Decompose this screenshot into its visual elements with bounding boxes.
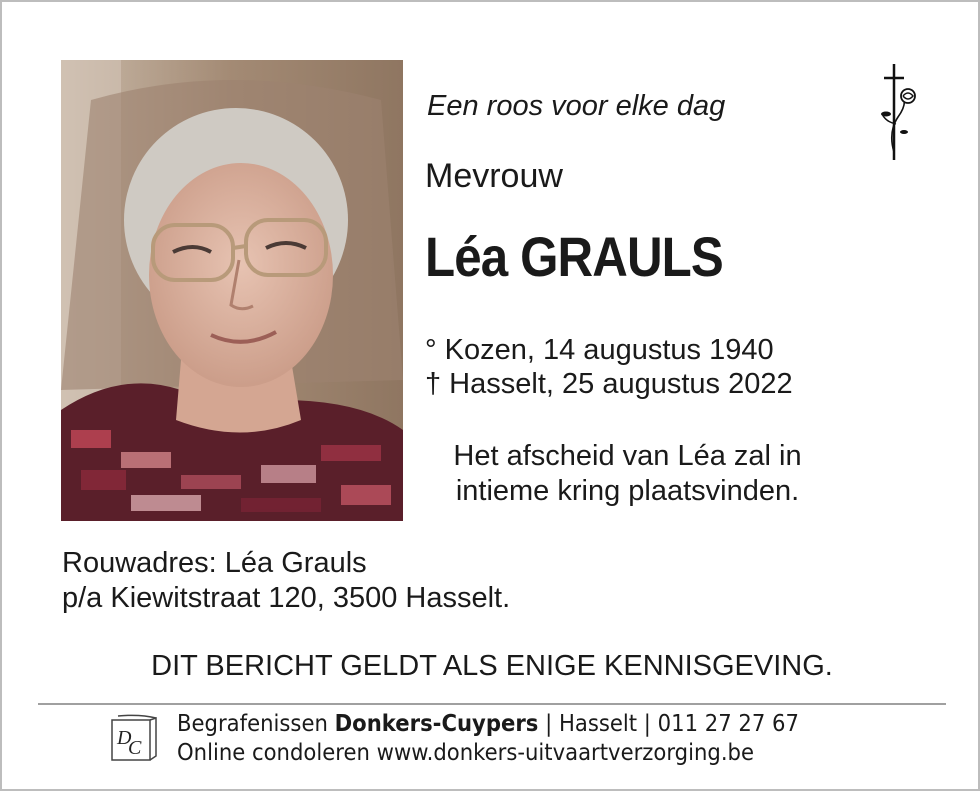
birth-date: ° Kozen, 14 augustus 1940	[425, 334, 774, 366]
death-date: † Hasselt, 25 augustus 2022	[425, 368, 793, 400]
online-condolence-line: Online condoleren www.donkers-uitvaartverzorging.be	[177, 740, 754, 766]
footer-divider	[38, 703, 946, 705]
portrait-photo	[61, 60, 403, 521]
svg-text:C: C	[128, 737, 142, 759]
official-notice: DIT BERICHT GELDT ALS ENIGE KENNISGEVING.	[151, 650, 833, 682]
funeral-home-prefix: Begrafenissen	[177, 711, 335, 737]
funeral-home-line-1	[177, 710, 799, 739]
honorific: Mevrouw	[425, 157, 563, 195]
svg-text:D: D	[117, 727, 132, 749]
dc-monogram-logo	[110, 714, 158, 764]
deceased-name: Léa GRAULS	[425, 225, 723, 288]
funeral-home-name: Donkers-Cuypers	[334, 711, 539, 737]
funeral-home-contact: | Hasselt | 011 27 27 67	[538, 711, 799, 737]
farewell-message: Het afscheid van Léa zal in intieme kring plaatsvinden.	[453, 440, 802, 507]
tagline: Een roos voor elke dag	[427, 90, 726, 122]
funeral-home-info	[177, 710, 799, 768]
address-line-2: p/a Kiewitstraat 120, 3500 Hasselt.	[62, 582, 511, 614]
address-line-1: Rouwadres: Léa Grauls	[62, 547, 367, 579]
mourning-address	[62, 546, 510, 616]
cross-with-rose-icon	[874, 62, 924, 162]
